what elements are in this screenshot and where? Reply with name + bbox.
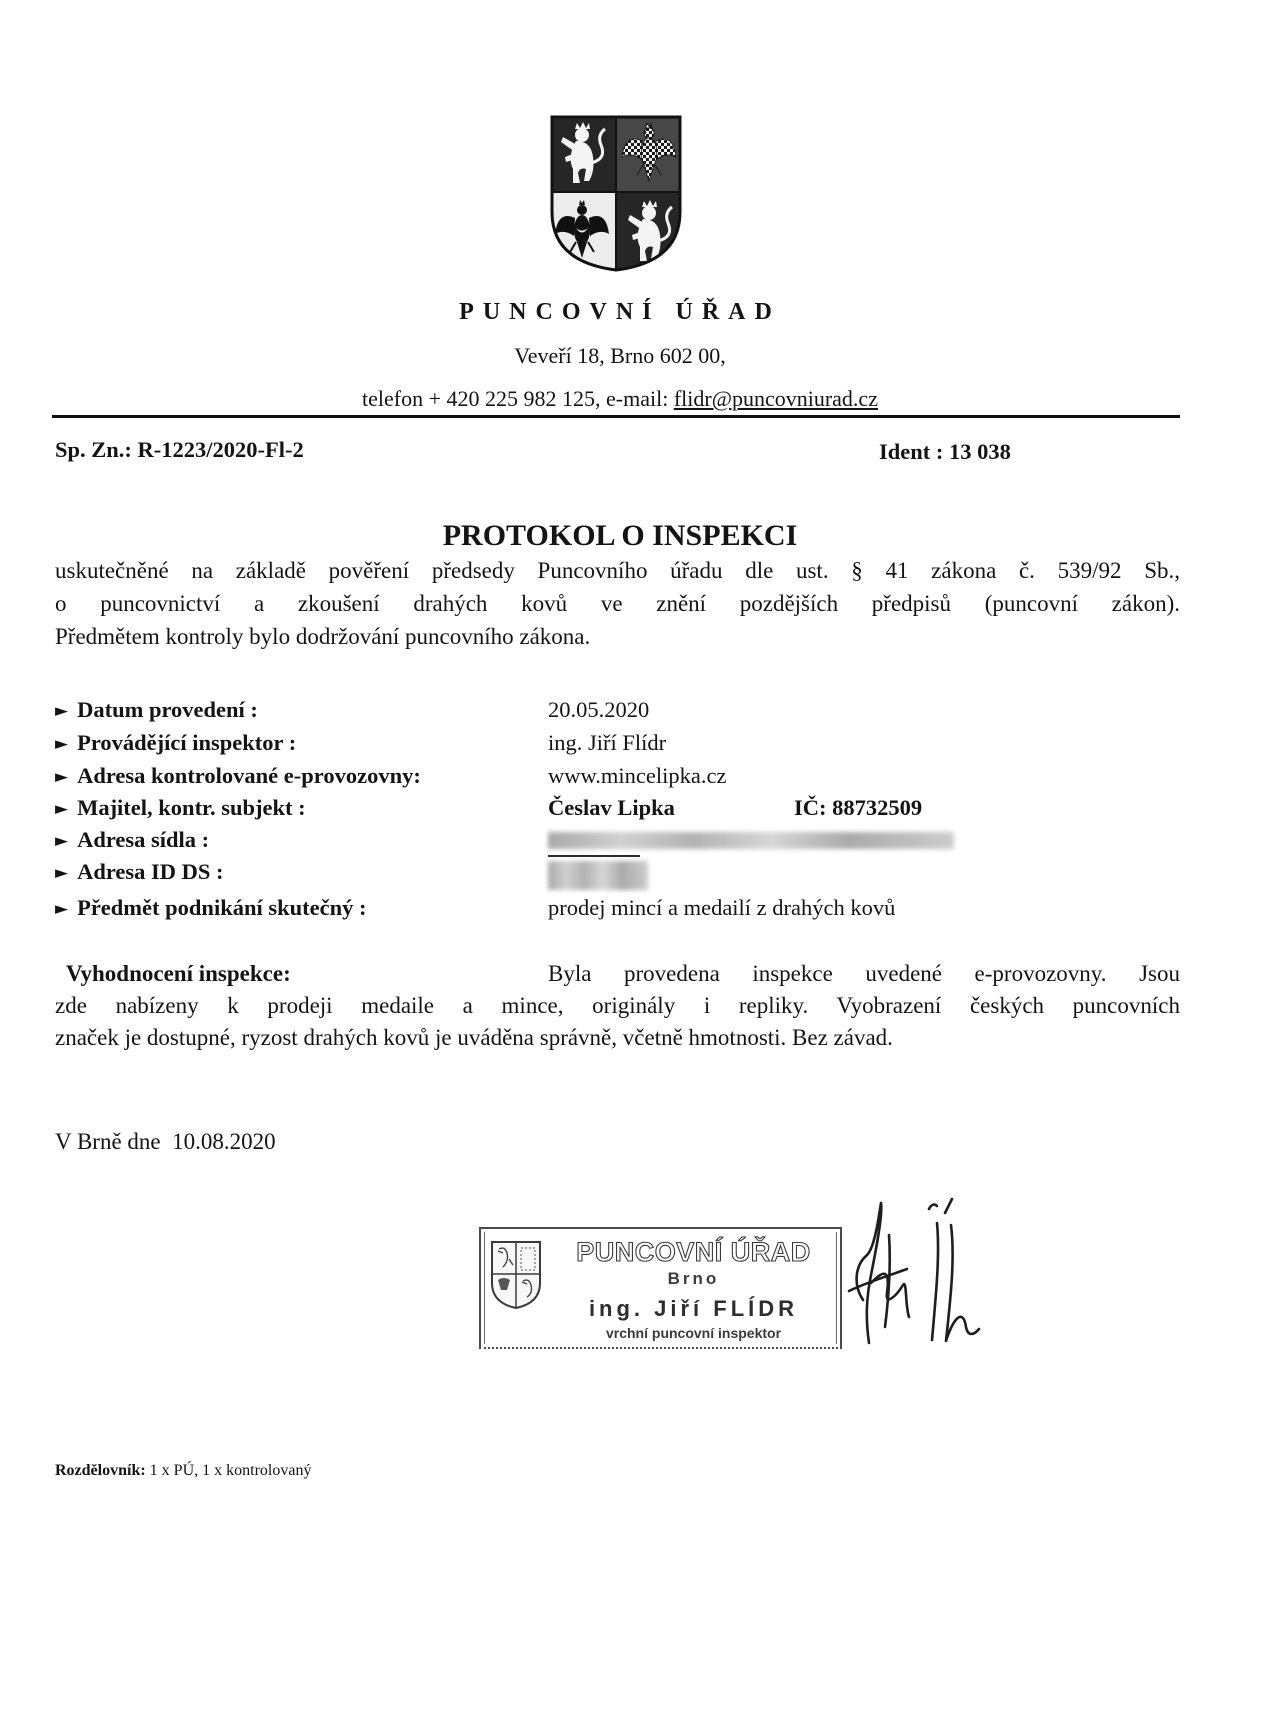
contact-phone: telefon + 420 225 982 125, e-mail: (362, 386, 674, 411)
evaluation-label: Vyhodnocení inspekce: (66, 961, 291, 986)
detail-row-owner (55, 792, 1180, 823)
office-name: PUNCOVNÍ ÚŘAD (459, 299, 781, 325)
handwritten-signature (845, 1195, 995, 1355)
detail-label: Adresa sídla : (77, 827, 210, 852)
detail-row-inspector (55, 727, 1180, 758)
bullet-icon: ► (55, 734, 69, 754)
detail-value: www.mincelipka.cz (548, 763, 727, 788)
detail-label: Majitel, kontr. subjekt : (77, 795, 306, 820)
evaluation-line: značek je dostupné, ryzost drahých kovů je uváděna správně, včetně hmotnosti. Bez závad. (55, 1025, 893, 1050)
stamp-city: Brno (667, 1269, 720, 1288)
detail-label: Adresa ID DS : (77, 859, 224, 884)
distribution-list (55, 1460, 311, 1482)
coat-of-arms-icon (549, 114, 683, 273)
header-divider (52, 415, 1180, 418)
detail-label: Adresa kontrolované e-provozovny: (77, 763, 421, 788)
detail-value: Česlav Lipka (548, 795, 675, 820)
office-address: Veveří 18, Brno 602 00, (514, 343, 726, 368)
redacted-ds-id-block (548, 861, 648, 890)
distribution-label: Rozdělovník: (55, 1462, 146, 1479)
bullet-icon: ► (55, 831, 69, 851)
company-id: IČ: 88732509 (794, 795, 923, 820)
bullet-icon: ► (55, 701, 69, 721)
detail-label: Předmět podnikání skutečný : (77, 895, 367, 920)
redacted-address-block (548, 832, 954, 849)
office-contact (280, 384, 960, 414)
file-reference: Sp. Zn.: R-1223/2020-Fl-2 (55, 437, 304, 462)
evaluation-line: zde nabízeny k prodeji medaile a mince, originály i repliky. Vyobrazení českých puncovních (55, 993, 1180, 1018)
distribution-text: 1 x PÚ, 1 x kontrolovaný (145, 1462, 312, 1479)
intro-line: o puncovnictví a zkoušení drahých kovů ve znění pozdějších předpisů (puncovní zákon). (55, 591, 1180, 616)
bullet-icon: ► (55, 863, 69, 883)
bullet-icon: ► (55, 767, 69, 787)
stamp-office-name: PUNCOVNÍ ÚŘAD (576, 1237, 811, 1267)
detail-row-eshop-address (55, 760, 1180, 791)
detail-value: ing. Jiří Flídr (548, 730, 667, 755)
place-and-date: V Brně dne 10.08.2020 (55, 1129, 276, 1154)
official-stamp (479, 1227, 842, 1349)
stamp-inspector-role: vrchní puncovní inspektor (605, 1325, 782, 1341)
document-title: PROTOKOL O INSPEKCI (442, 519, 798, 552)
ident-number: Ident : 13 038 (879, 439, 1011, 464)
detail-label: Provádějící inspektor : (77, 730, 297, 755)
stamp-inspector-name: ing. Jiří FLÍDR (588, 1296, 799, 1321)
detail-value: 20.05.2020 (548, 697, 650, 722)
detail-value: prodej mincí a medailí z drahých kovů (548, 895, 896, 920)
evaluation-line: Byla provedena inspekce uvedené e-provozovny. Jsou (548, 961, 1180, 986)
detail-label: Datum provedení : (77, 697, 258, 722)
bullet-icon: ► (55, 799, 69, 819)
bullet-icon: ► (55, 899, 69, 919)
contact-email: flidr@puncovniurad.cz (673, 386, 878, 411)
intro-line: uskutečněné na základě pověření předsedy Puncovního úřadu dle ust. § 41 zákona č. 539/92 Sb., (55, 558, 1180, 583)
intro-line: Předmětem kontroly bylo dodržování puncovního zákona. (55, 624, 591, 649)
detail-row-business-subject (55, 892, 1180, 923)
coat-of-arms-icon (489, 1239, 543, 1311)
detail-row-date (55, 694, 1180, 725)
